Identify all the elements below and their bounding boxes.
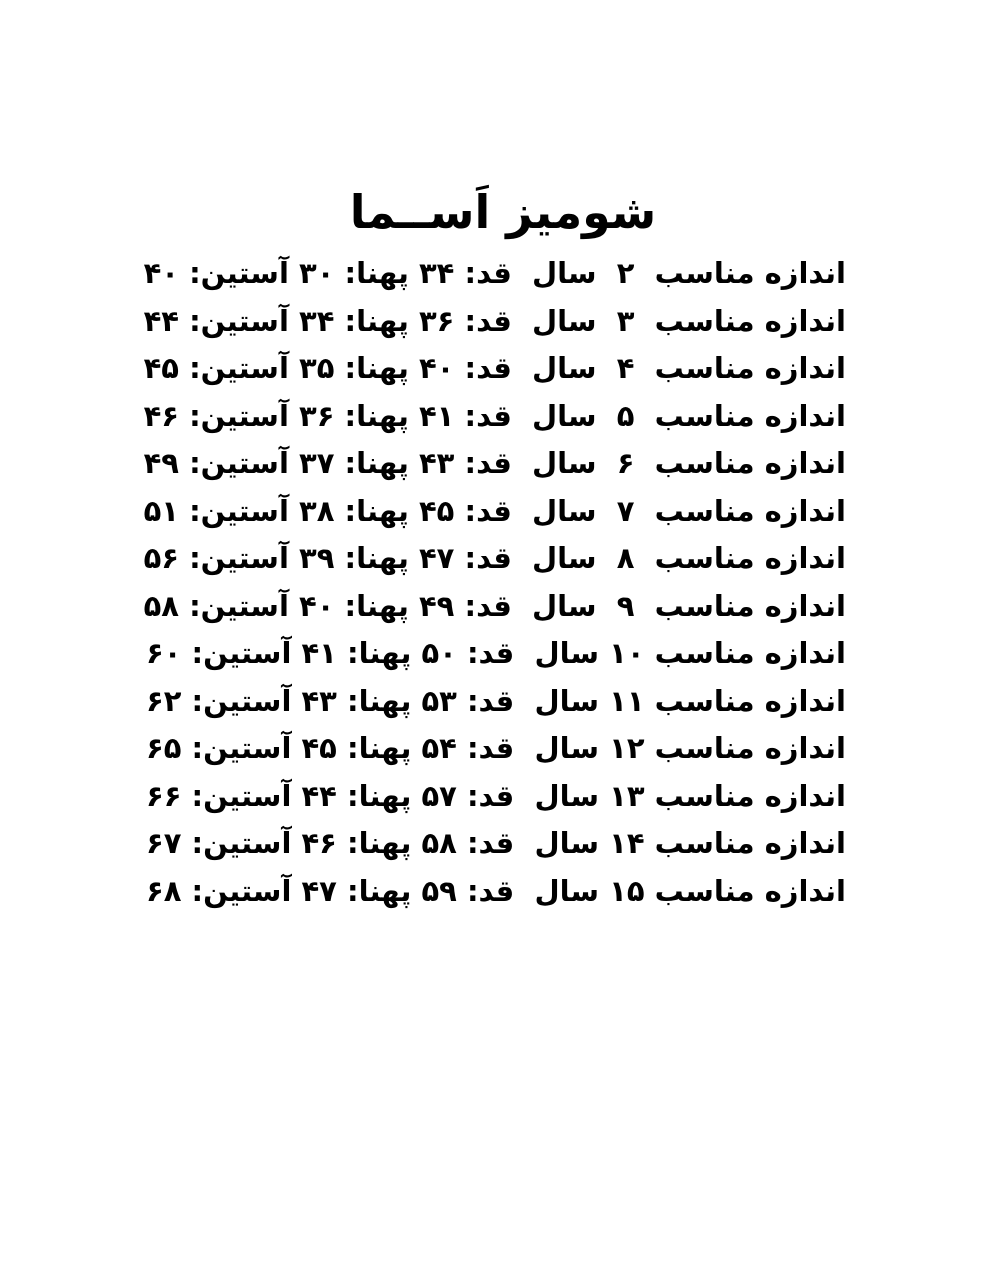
size-row: اندازه مناسب ۱۵ سال قد: ۵۹ پهنا: ۴۷ آستین: ۶۸ <box>146 873 846 908</box>
size-row: اندازه مناسب ۴ سال قد: ۴۰ پهنا: ۳۵ آستین: ۴۵ <box>143 351 846 385</box>
size-row: اندازه مناسب ۱۰ سال قد: ۵۰ پهنا: ۴۱ آستین: ۶۰ <box>146 636 846 670</box>
size-row: اندازه مناسب ۳ سال قد: ۳۶ پهنا: ۳۴ آستین: ۴۴ <box>143 303 846 338</box>
size-row: اندازه مناسب ۱۲ سال قد: ۵۴ پهنا: ۴۵ آستین: ۶۵ <box>146 731 846 765</box>
size-row: اندازه مناسب ۶ سال قد: ۴۳ پهنا: ۳۷ آستین: ۴۹ <box>143 446 846 480</box>
size-row: اندازه مناسب ۸ سال قد: ۴۷ پهنا: ۳۹ آستین: ۵۶ <box>143 541 846 575</box>
size-row: اندازه مناسب ۵ سال قد: ۴۱ پهنا: ۳۶ آستین: ۴۶ <box>143 398 846 433</box>
size-list <box>143 250 846 915</box>
size-row: اندازه مناسب ۲ سال قد: ۳۴ پهنا: ۳۰ آستین: ۴۰ <box>143 256 846 290</box>
page-title: شومیز اَســما <box>349 184 657 239</box>
size-row: اندازه مناسب ۱۴ سال قد: ۵۸ پهنا: ۴۶ آستین: ۶۷ <box>146 826 846 860</box>
size-row: اندازه مناسب ۱۳ سال قد: ۵۷ پهنا: ۴۴ آستین: ۶۶ <box>146 778 846 813</box>
size-row: اندازه مناسب ۱۱ سال قد: ۵۳ پهنا: ۴۳ آستین: ۶۲ <box>146 683 846 718</box>
size-row: اندازه مناسب ۹ سال قد: ۴۹ پهنا: ۴۰ آستین: ۵۸ <box>143 588 846 623</box>
size-row: اندازه مناسب ۷ سال قد: ۴۵ پهنا: ۳۸ آستین: ۵۱ <box>143 493 846 528</box>
